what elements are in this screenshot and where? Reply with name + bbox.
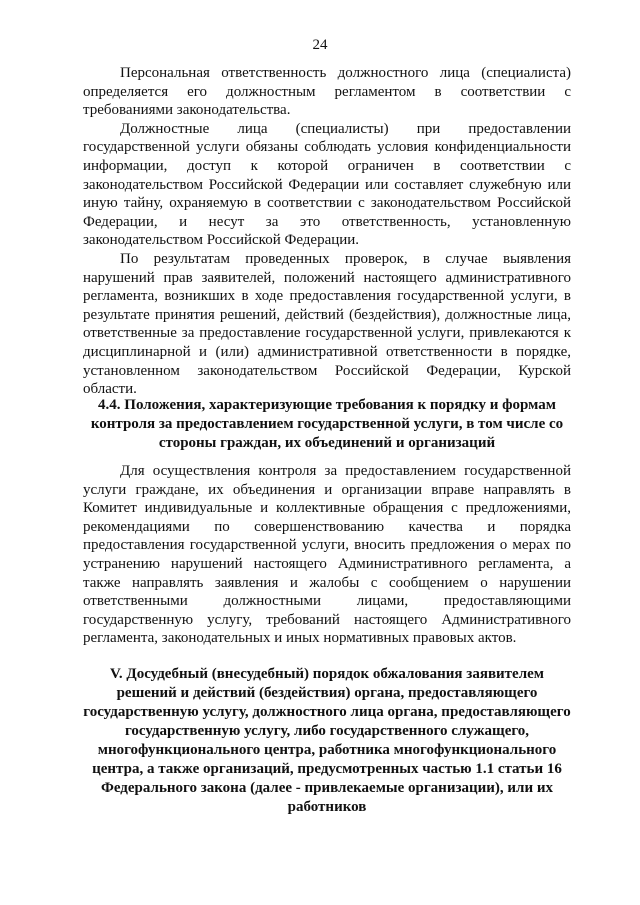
page-number: 24 bbox=[312, 37, 328, 53]
section-4-4-body bbox=[83, 462, 571, 648]
paragraph-citizen-control: Для осуществления контроля за предоставлением государственной услуги граждане, их объединения и организации вправе направлять в Комитет индивидуальные и коллективные обращения с предложениями, рекомендациями по совершенствованию качества и порядка предоставления государственной услуги, вносить предложения о мерах по устранению нарушений настоящего Административного регламента, а также направлять заявления и жалобы с сообщением о нарушении ответственными должностными лицами, предоставляющими государственную услугу, требований настоящего Административного регламента, законодательных и иных нормативных правовых актов. bbox=[83, 463, 571, 647]
section-5-heading: V. Досудебный (внесудебный) порядок обжалования заявителем решений и действий (бездействия) органа, предоставляющего государственную услугу, должностного лица органа, предоставляющего государственную услугу, либо государственного служащего, многофункционального центра, работника многофункционального центра, а также организаций, предусмотренных частью 1.1 статьи 16 Федерального закона (далее - привлекаемые организации), или их работников bbox=[83, 666, 571, 815]
section-4-3-continued bbox=[83, 64, 571, 399]
paragraph-confidentiality: Должностные лица (специалисты) при предоставлении государственной услуги обязаны соблюдать условия конфиденциальности информации, доступ к которой ограничен в соответствии с законодательством Российской Федерации или составляет служебную или иную тайну, охраняемую в соответствии с законодательством Российской Федерации, и несут за это ответственность, установленную законодательством Российской Федерации. bbox=[83, 120, 571, 249]
paragraph-inspection-results: По результатам проведенных проверок, в случае выявления нарушений прав заявителей, положений настоящего административного регламента, возникших в ходе предоставления государственной услуги, в результате принятия решений, действий (бездействия), должностные лица, ответственные за предоставление государственной услуги, привлекаются к дисциплинарной и (или) административной ответственности в порядке, установленном законодательством Российской Федерации, Курской области. bbox=[83, 250, 571, 398]
section-4-4-heading: 4.4. Положения, характеризующие требования к порядку и формам контроля за предоставлением государственной услуги, в том числе со стороны граждан, их объединений и организаций bbox=[90, 397, 564, 451]
paragraph-personal-responsibility: Персональная ответственность должностного лица (специалиста) определяется его должностным регламентом в соответствии с требованиями законодательства. bbox=[83, 65, 571, 119]
